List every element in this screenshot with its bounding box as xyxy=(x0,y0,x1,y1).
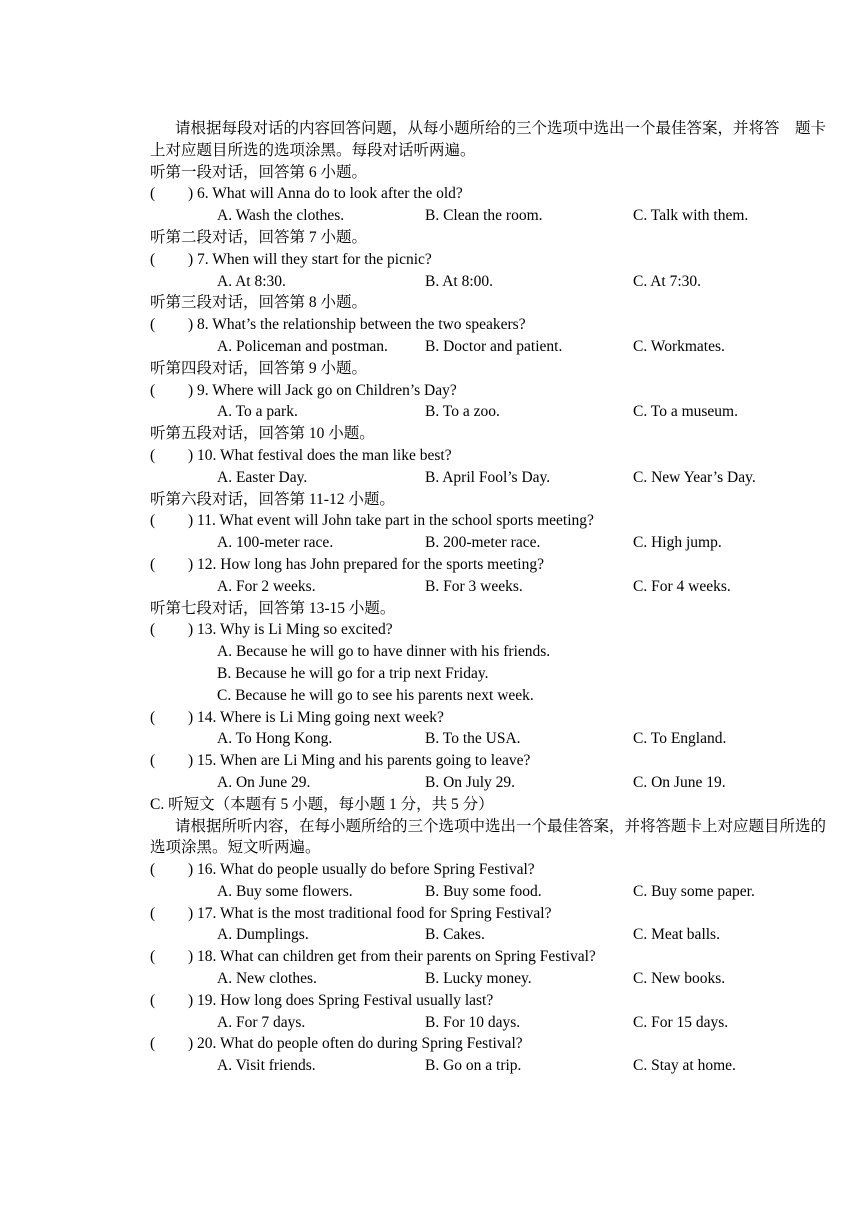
question-stem xyxy=(150,1033,840,1055)
option-c: C. New books. xyxy=(633,970,726,988)
section-b-instructions: 请根据每段对话的内容回答问题，从每小题所给的三个选项中选出一个最佳答案，并将答 题卡上对应题目所选的选项涂黑。每段对话听两遍。 xyxy=(150,120,827,159)
question-stem xyxy=(150,707,840,729)
option-row xyxy=(150,1012,840,1034)
question-text: ) 15. When are Li Ming and his parents going to leave? xyxy=(188,752,531,770)
option-row xyxy=(150,1055,840,1077)
option-b: B. 200-meter race. xyxy=(425,534,541,552)
dialogue-heading: 听第一段对话，回答第 6 小题。 xyxy=(150,163,368,181)
option-a: A. Buy some flowers. xyxy=(217,882,353,900)
answer-bracket: ( xyxy=(150,446,156,464)
question-text: ) 9. Where will Jack go on Children’s Day? xyxy=(188,381,457,399)
option-a: A. For 7 days. xyxy=(217,1013,306,1031)
option-row xyxy=(150,728,840,750)
question-stem xyxy=(150,380,840,402)
answer-bracket: ( xyxy=(150,991,156,1009)
question-text: ) 12. How long has John prepared for the sports meeting? xyxy=(188,555,544,573)
option-row xyxy=(150,772,840,794)
question-stem xyxy=(150,554,840,576)
option-b: B. At 8:00. xyxy=(425,272,494,290)
question-text: ) 8. What’s the relationship between the two speakers? xyxy=(188,316,526,334)
question-stem xyxy=(150,249,840,271)
option-row xyxy=(150,401,840,423)
option-c: C. New Year’s Day. xyxy=(633,468,756,486)
answer-bracket: ( xyxy=(150,861,156,879)
option-a: A. New clothes. xyxy=(217,970,317,988)
option-b: B. Buy some food. xyxy=(425,882,542,900)
option-b: B. Go on a trip. xyxy=(425,1057,522,1075)
answer-bracket: ( xyxy=(150,752,156,770)
dialogue-heading: 听第三段对话，回答第 8 小题。 xyxy=(150,294,368,312)
option-b: B. For 10 days. xyxy=(425,1013,521,1031)
option-c: C. On June 19. xyxy=(633,773,726,791)
question-stem xyxy=(150,946,840,968)
option-row xyxy=(150,685,840,707)
option-c: C. Buy some paper. xyxy=(633,882,755,900)
option-b: B. Lucky money. xyxy=(425,970,532,988)
question-stem xyxy=(150,510,840,532)
option-c: C. High jump. xyxy=(633,534,722,552)
answer-bracket: ( xyxy=(150,316,156,334)
answer-bracket: ( xyxy=(150,185,156,203)
question-stem xyxy=(150,445,840,467)
question-text: ) 16. What do people usually do before Spring Festival? xyxy=(188,861,535,879)
question-text: ) 17. What is the most traditional food for Spring Festival? xyxy=(188,904,552,922)
option-c: C. For 4 weeks. xyxy=(633,577,731,595)
option-row xyxy=(150,336,840,358)
question-text: ) 10. What festival does the man like best? xyxy=(188,446,452,464)
answer-bracket: ( xyxy=(150,621,156,639)
question-text: ) 18. What can children get from their parents on Spring Festival? xyxy=(188,948,596,966)
option-c: C. At 7:30. xyxy=(633,272,702,290)
answer-bracket: ( xyxy=(150,948,156,966)
option-b: B. To the USA. xyxy=(425,730,521,748)
option-row xyxy=(150,532,840,554)
section-c-instructions: 请根据所听内容，在每小题所给的三个选项中选出一个最佳答案，并将答题卡上对应题目所选的选项涂黑。短文听两遍。 xyxy=(150,817,827,857)
dialogue-heading: C. 听短文（本题有 5 小题，每小题 1 分，共 5 分） xyxy=(150,795,494,813)
option-row xyxy=(150,641,840,663)
option-c: C. For 15 days. xyxy=(633,1013,729,1031)
dialogue-heading: 听第七段对话，回答第 13-15 小题。 xyxy=(150,599,396,617)
option-row xyxy=(150,467,840,489)
option-b: B. Clean the room. xyxy=(425,207,543,225)
option-b: B. Cakes. xyxy=(425,926,485,944)
answer-bracket: ( xyxy=(150,1035,156,1053)
question-list xyxy=(150,162,840,1077)
option-b: B. Doctor and patient. xyxy=(425,337,563,355)
exam-listening-section xyxy=(150,118,840,1077)
question-text: ) 13. Why is Li Ming so excited? xyxy=(188,621,393,639)
option-a: A. At 8:30. xyxy=(217,272,286,290)
answer-bracket: ( xyxy=(150,381,156,399)
question-stem xyxy=(150,619,840,641)
question-text: ) 6. What will Anna do to look after the old? xyxy=(188,185,463,203)
option-a: A. To a park. xyxy=(217,403,298,421)
question-stem xyxy=(150,183,840,205)
dialogue-heading: 听第六段对话，回答第 11-12 小题。 xyxy=(150,490,395,508)
dialogue-heading: 听第五段对话，回答第 10 小题。 xyxy=(150,425,375,443)
answer-bracket: ( xyxy=(150,250,156,268)
option-row xyxy=(150,271,840,293)
option-row xyxy=(150,205,840,227)
option-row xyxy=(150,881,840,903)
question-text: ) 14. Where is Li Ming going next week? xyxy=(188,708,444,726)
option-row xyxy=(150,924,840,946)
option-b: B. Because he will go for a trip next Friday. xyxy=(217,664,489,682)
answer-bracket: ( xyxy=(150,512,156,530)
dialogue-heading: 听第二段对话，回答第 7 小题。 xyxy=(150,228,368,246)
option-b: B. To a zoo. xyxy=(425,403,500,421)
option-row xyxy=(150,576,840,598)
option-b: B. For 3 weeks. xyxy=(425,577,523,595)
option-a: A. Visit friends. xyxy=(217,1057,316,1075)
answer-bracket: ( xyxy=(150,708,156,726)
answer-bracket: ( xyxy=(150,904,156,922)
option-c: C. Talk with them. xyxy=(633,207,749,225)
question-stem xyxy=(150,859,840,881)
option-a: A. To Hong Kong. xyxy=(217,730,333,748)
question-stem xyxy=(150,314,840,336)
option-c: C. Workmates. xyxy=(633,337,725,355)
option-a: A. 100-meter race. xyxy=(217,534,334,552)
question-stem xyxy=(150,750,840,772)
question-stem xyxy=(150,990,840,1012)
question-text: ) 7. When will they start for the picnic? xyxy=(188,250,432,268)
question-stem xyxy=(150,903,840,925)
option-c: C. To England. xyxy=(633,730,727,748)
option-a: A. On June 29. xyxy=(217,773,311,791)
question-text: ) 19. How long does Spring Festival usually last? xyxy=(188,991,494,1009)
option-c: C. To a museum. xyxy=(633,403,738,421)
option-a: A. Because he will go to have dinner with his friends. xyxy=(217,643,551,661)
option-b: B. On July 29. xyxy=(425,773,515,791)
option-b: B. April Fool’s Day. xyxy=(425,468,551,486)
option-c: C. Meat balls. xyxy=(633,926,720,944)
question-text: ) 20. What do people often do during Spring Festival? xyxy=(188,1035,523,1053)
dialogue-heading: 听第四段对话，回答第 9 小题。 xyxy=(150,359,368,377)
option-row xyxy=(150,968,840,990)
question-text: ) 11. What event will John take part in the school sports meeting? xyxy=(188,512,594,530)
option-a: A. Policeman and postman. xyxy=(217,337,388,355)
answer-bracket: ( xyxy=(150,555,156,573)
option-a: A. Easter Day. xyxy=(217,468,308,486)
option-a: A. Dumplings. xyxy=(217,926,309,944)
option-a: A. Wash the clothes. xyxy=(217,207,345,225)
option-c: C. Because he will go to see his parents next week. xyxy=(217,686,534,704)
option-row xyxy=(150,663,840,685)
option-a: A. For 2 weeks. xyxy=(217,577,316,595)
option-c: C. Stay at home. xyxy=(633,1057,736,1075)
